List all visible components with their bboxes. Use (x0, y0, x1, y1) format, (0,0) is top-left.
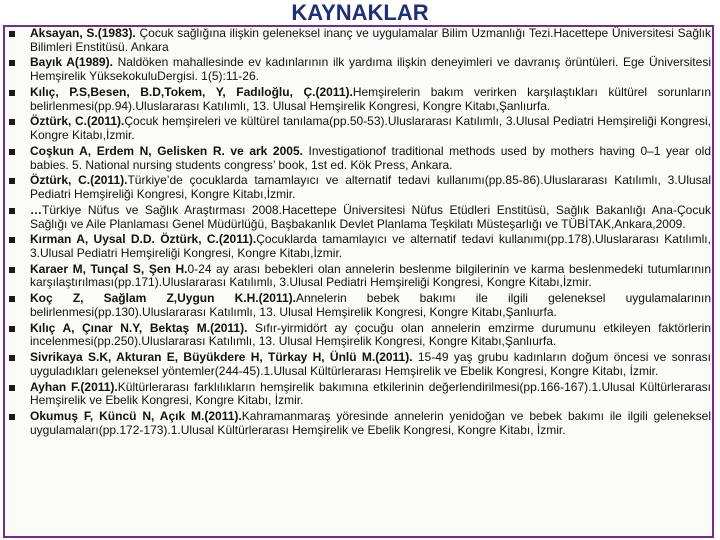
reference-author: Öztürk, C.(2011). (30, 173, 128, 188)
reference-item (8, 145, 711, 172)
reference-author: Coşkun A, Erdem N, Gelisken R. ve ark 2005. (30, 143, 303, 158)
reference-text: Türkiye Nüfus ve Sağlık Araştırması 2008.Hacettepe Üniversitesi Nüfus Etüdleri Enstitüsü, Sağlık Bakanlığı Ana-Çocuk Sağlığı ve Aile Planlaması Genel Müdürlüğü, Başbakanlık Devlet Planlama Teşkilatı Müsteşarlığı ve TÜBİTAK,Ankara,2009. (30, 202, 711, 231)
square-bullet-icon (9, 31, 15, 37)
square-bullet-icon (9, 178, 15, 184)
reference-item (8, 56, 711, 83)
reference-author: Karaer M, Tunçal S, Şen H. (30, 261, 188, 276)
square-bullet-icon (9, 326, 15, 332)
reference-author: Sivrikaya S.K, Akturan E, Büyükdere H, Türkay H, Ünlü M.(2011). (30, 350, 413, 365)
reference-text: Çocuklarda tamamlayıcı ve alternatif tedavi kullanımı(pp.178).Uluslararası Katılımlı, 3.Ulusal Pediatri Hemşireliği Kongresi, Kongre Kitabı,İzmir. (30, 232, 711, 260)
square-bullet-icon (9, 237, 15, 243)
reference-author: Bayık A(1989). (30, 55, 113, 70)
reference-author: Öztürk, C.(2011). (30, 114, 125, 129)
reference-text: 0-24 ay arası bebekleri olan annelerin beslenme bilgilerinin ve karma beslenmedeki tutumlarının karşılaştırılması(pp.171).Uluslararası Katılımlı, 3.Ulusal Pediatri Hemşireliği Kongresi, Kongre Kitabı,İzmir. (30, 261, 711, 290)
reference-item (8, 204, 711, 231)
reference-text: Kahramanmaraş yöresinde annelerin yenidoğan ve bebek bakımı ile ilgili geleneksel uygulamaları(pp.172-173).1.Ulusal Kültürlerarası Hemşirelik ve Ebelik Kongresi, Kongre Kitabı, İzmir. (30, 409, 712, 437)
reference-text: Çocuk hemşireleri ve kültürel tanılama(pp.50-53).Uluslararası Katılımlı, 3.Ulusal Pediatri Hemşireliği Kongresi, Kongre Kitabı,İzmir. (30, 114, 711, 143)
reference-item (8, 233, 711, 260)
reference-author: Aksayan, S.(1983). (30, 26, 136, 40)
reference-item (8, 174, 711, 201)
square-bullet-icon (9, 60, 15, 66)
reference-item (8, 263, 711, 290)
reference-author: Kırman A, Uysal D.D. Öztürk, C.(2011). (30, 232, 257, 247)
reference-item (8, 322, 711, 349)
reference-item (8, 86, 711, 113)
square-bullet-icon (9, 355, 15, 361)
reference-item (8, 351, 711, 378)
square-bullet-icon (9, 414, 15, 420)
square-bullet-icon (9, 119, 15, 125)
reference-item (8, 292, 711, 319)
reference-list (8, 27, 711, 440)
reference-author: Koç Z, Sağlam Z,Uygun K.H.(2011). (30, 291, 296, 306)
square-bullet-icon (9, 149, 15, 155)
reference-author: Kılıç A, Çınar N.Y, Bektaş M.(2011). (30, 320, 248, 335)
square-bullet-icon (9, 90, 15, 96)
square-bullet-icon (9, 296, 15, 302)
reference-item (8, 27, 711, 54)
square-bullet-icon (9, 267, 15, 273)
reference-author: Ayhan F.(2011). (30, 379, 118, 394)
reference-text: Çocuk sağlığına ilişkin geleneksel inanç ve uygulamalar Bilim Uzmanlığı Tezi.Hacettepe Üniversitesi Sağlık Bilimleri Enstitüsü. Ankara (30, 26, 711, 54)
square-bullet-icon (9, 385, 15, 391)
reference-author: … (30, 202, 42, 217)
reference-text: Annelerin bebek bakımı ile ilgili geleneksel uygulamalarının belirlenmesi(pp.130).Uluslararası Katılımlı, 13. Ulusal Hemşirelik Kongresi, Kongre Kitabı,Şanlıurfa. (30, 291, 711, 319)
reference-item (8, 115, 711, 142)
reference-text: 15-49 yaş grubu kadınların doğum öncesi ve sonrası uyguladıkları geleneksel yöntemler(244-45).1.Ulusal Kültürlerarası Hemşirelik ve Ebelik Kongresi, Kongre Kitabı, İzmir. (30, 350, 711, 378)
reference-text: Türkiye’de çocuklarda tamamlayıcı ve alternatif tedavi kullanımı(pp.85-86).Uluslararası Katılımlı, 3.Ulusal Pediatri Hemşireliği Kongresi, Kongre Kitabı,İzmir. (30, 173, 711, 202)
square-bullet-icon (9, 208, 15, 214)
reference-text: Investigationof traditional methods used by mothers having 0–1 year old babies. 5. National nursing students congress’ book, 1st ed. Kök Press, Ankara. (30, 143, 711, 172)
reference-text: Sıfır-yirmidört ay çocuğu olan annelerin emzirme durumunu etkileyen faktörlerin incelenmesi(pp.250).Uluslararası Katılımlı, 13. Ulusal Hemşirelik Kongresi, Kongre Kitabı,Şanlıurfa. (30, 320, 711, 349)
reference-author: Okumuş F, Küncü N, Açık M.(2011). (30, 409, 242, 424)
reference-text: Naldöken mahallesinde ev kadınlarının ilk yardıma ilişkin deneyimleri ve davranış örüntüleri. Ege Üniversitesi Hemşirelik YüksekokuluDergisi. 1(5):11-26. (30, 55, 711, 84)
reference-author: Kılıç, P.S,Besen, B.D,Tokem, Y, Fadıloğlu, Ç.(2011). (30, 84, 353, 99)
reference-item (8, 410, 711, 437)
reference-text: Kültürlerarası farklılıkların hemşirelik bakımına etkilerinin değerlendirilmesi(pp.166-167).1.Ulusal Kültürlerarası Hemşirelik ve Ebelik Kongresi, Kongre Kitabı, İzmir. (30, 379, 711, 408)
reference-item (8, 381, 711, 408)
reference-text: Hemşirelerin bakım verirken karşılaştıkları kültürel sorunların belirlenmesi(pp.94).Uluslararası Katılımlı, 13. Ulusal Hemşirelik Kongresi, Kongre Kitabı,Şanlıurfa. (30, 84, 711, 113)
page-title: KAYNAKLAR (291, 0, 429, 25)
